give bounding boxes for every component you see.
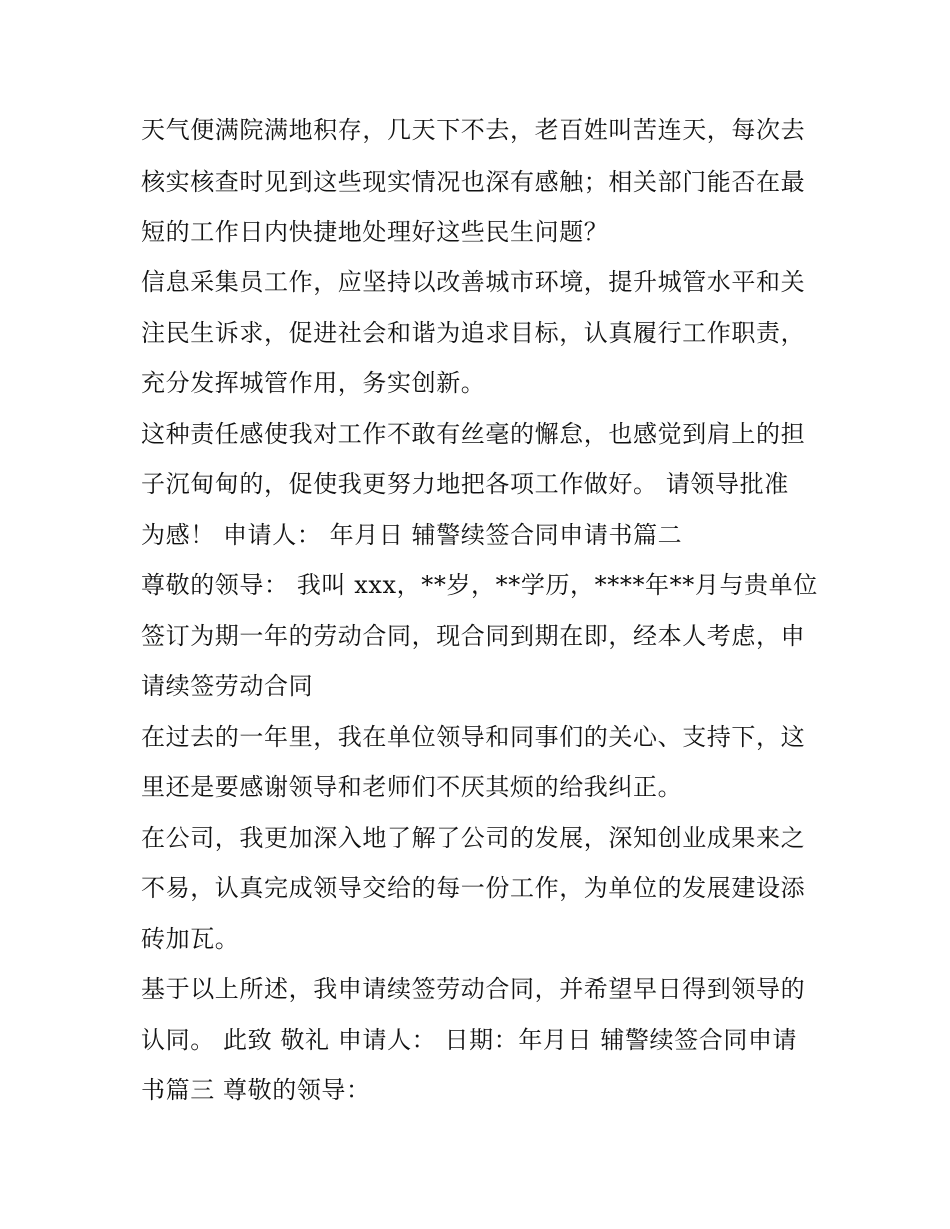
text-line: 认同。 此致 敬礼 申请人： 日期：年月日 辅警续签合同申请 [141, 1026, 798, 1054]
text-line: 尊敬的领导： 我叫 xxx，**岁，**学历，****年**月与贵单位 [141, 571, 818, 599]
text-line: 子沉甸甸的，促使我更努力地把各项工作做好。 请领导批准 [141, 470, 789, 498]
text-line: 天气便满院满地积存，几天下不去，老百姓叫苦连天，每次去 [141, 116, 806, 144]
text-line: 注民生诉求，促进社会和谐为追求目标，认真履行工作职责， [141, 319, 806, 347]
text-line: 在过去的一年里，我在单位领导和同事们的关心、支持下，这 [141, 723, 806, 751]
text-line: 里还是要感谢领导和老师们不厌其烦的给我纠正。 [141, 773, 683, 801]
text-line: 砖加瓦。 [141, 925, 240, 953]
text-line: 为感！ 申请人： 年月日 辅警续签合同申请书篇二 [141, 521, 683, 549]
text-line: 这种责任感使我对工作不敢有丝毫的懈怠，也感觉到肩上的担 [141, 420, 806, 448]
text-line: 请续签劳动合同 [141, 672, 314, 700]
text-line: 基于以上所述，我申请续签劳动合同，并希望早日得到领导的 [141, 975, 806, 1003]
text-line: 充分发挥城管作用，务实创新。 [141, 369, 486, 397]
text-line: 在公司，我更加深入地了解了公司的发展，深知创业成果来之 [141, 824, 806, 852]
text-line: 短的工作日内快捷地处理好这些民生问题？ [141, 218, 609, 246]
text-line: 核实核查时见到这些现实情况也深有感触；相关部门能否在最 [141, 168, 806, 196]
text-line: 不易，认真完成领导交给的每一份工作，为单位的发展建设添 [141, 874, 806, 902]
text-line: 签订为期一年的劳动合同，现合同到期在即，经本人考虑，申 [141, 622, 806, 650]
text-line: 信息采集员工作，应坚持以改善城市环境，提升城管水平和关 [141, 268, 806, 296]
text-line: 书篇三 尊敬的领导： [141, 1076, 371, 1104]
